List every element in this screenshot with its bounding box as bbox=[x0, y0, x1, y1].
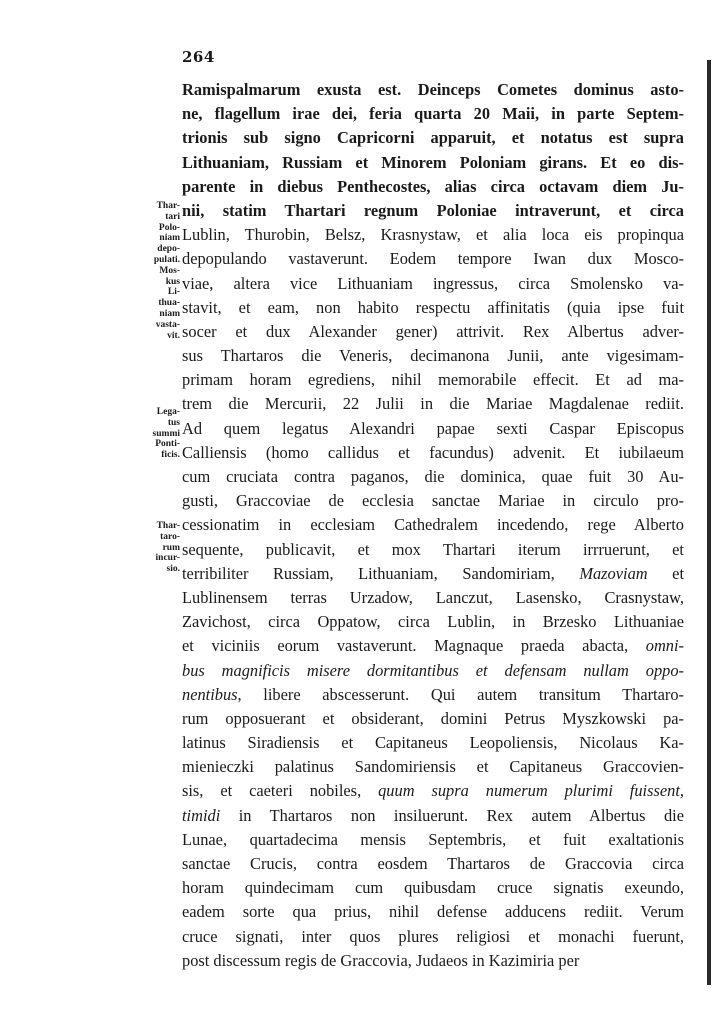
text-line: trionis sub signo Capricorni apparuit, et notatus est supra bbox=[182, 128, 684, 148]
text-line: gusti, Graccoviae de ecclesia sanctae Mariae in circulo pro- bbox=[182, 491, 684, 511]
text-line: ne, flagellum irae dei, feria quarta 20 Maii, in parte Septem- bbox=[182, 104, 684, 124]
text-line: Lithuaniam, Russiam et Minorem Poloniam girans. Et eo dis- bbox=[182, 152, 684, 172]
margin-note-line: kus bbox=[165, 276, 180, 287]
margin-note-line: tari bbox=[165, 211, 180, 222]
text-line: socer et dux Alexander gener) attrivit. Rex Albertus adver- bbox=[182, 321, 684, 341]
text-line: Lublin, Thurobin, Belsz, Krasnystaw, et alia loca eis propinqua bbox=[182, 225, 684, 245]
margin-note-line: Thar- bbox=[156, 201, 180, 211]
margin-note-line: summi bbox=[152, 428, 180, 439]
text-line: Zavichost, circa Oppatow, circa Lublin, in Brzesko Lithuaniae bbox=[182, 612, 684, 632]
margin-note-line: Ponti- bbox=[155, 439, 180, 450]
text-line: Ramispalmarum exusta est. Deinceps Cometes dominus asto- bbox=[182, 80, 684, 99]
margin-note-tartar-incursion bbox=[112, 521, 180, 575]
margin-note-line: Li- bbox=[167, 287, 180, 298]
body-text bbox=[182, 78, 684, 973]
text-line: parente in diebus Penthecostes, alias circa octavam diem Ju- bbox=[182, 176, 684, 196]
text-line: sanctae Crucis, contra eosdem Thartaros de Graccovia circa bbox=[182, 854, 684, 873]
italic-run: quum supra numerum plurimi fuissent, bbox=[378, 781, 684, 801]
italic-run: bus magnificis misere dormitantibus et defensam nullam oppo- bbox=[182, 660, 684, 680]
italic-run: omni- bbox=[645, 636, 684, 656]
margin-note-line: niam bbox=[159, 233, 180, 244]
text-line bbox=[182, 562, 684, 586]
page-number: 264 bbox=[182, 48, 215, 66]
margin-note-papal-legate bbox=[112, 407, 180, 461]
text-line: depopulando vastaverunt. Eodem tempore Iwan dux Mosco- bbox=[182, 249, 684, 269]
page-edge-shadow bbox=[707, 60, 711, 985]
margin-note-line: rum bbox=[162, 542, 180, 553]
text-line: Lunae, quartadecima mensis Septembris, et fuit exaltationis bbox=[182, 829, 684, 849]
text-line: cruce signati, inter quos plures religiosi et monachi fuerunt, bbox=[182, 926, 684, 946]
text-line bbox=[182, 779, 684, 803]
margin-note-line: Polo- bbox=[158, 222, 180, 233]
italic-run: Mazoviam bbox=[579, 563, 648, 583]
margin-note-line: vit. bbox=[167, 330, 180, 341]
margin-note-line: thua- bbox=[158, 298, 180, 309]
text-line: cum cruciata contra paganos, die dominica, quae fuit 30 Au- bbox=[182, 467, 684, 486]
text-line: trem die Mercurii, 22 Julii in die Mariae Magdalenae rediit. bbox=[182, 394, 684, 414]
text-line: horam quindecimam cum quibusdam cruce signatis exeundo, bbox=[182, 878, 684, 898]
margin-note-line: tus bbox=[167, 417, 180, 428]
text-line: sus Thartaros die Veneris, decimanona Junii, ante vigesimam- bbox=[182, 346, 684, 366]
text-line bbox=[182, 683, 684, 707]
text-line: latinus Siradiensis et Capitaneus Leopoliensis, Nicolaus Ka- bbox=[182, 733, 684, 753]
text-line: stavit, et eam, non habito respectu affinitatis (quia ipse fuit bbox=[182, 297, 684, 317]
text-line: rum opposuerant et obsiderant, domini Petrus Myszkowski pa- bbox=[182, 708, 684, 728]
text-run: in Thartaros non insiluerunt. Rex autem Albertus die bbox=[220, 805, 684, 825]
margin-note-line: Thar- bbox=[156, 521, 180, 531]
margin-note-line: ficis. bbox=[161, 450, 180, 461]
text-run: et bbox=[647, 563, 684, 583]
margin-note-line: niam bbox=[159, 308, 180, 319]
margin-note-line: Mos- bbox=[159, 265, 180, 276]
italic-run: timidi bbox=[182, 805, 221, 825]
text-run: et viciniis eorum vastaverunt. Magnaque praeda abacta, bbox=[182, 636, 646, 656]
text-line: sequente, publicavit, et mox Thartari iterum irrruerunt, et bbox=[182, 539, 684, 559]
margin-note-tartars-depopulated bbox=[112, 201, 180, 341]
text-line bbox=[182, 659, 684, 683]
margin-note-line: vasta- bbox=[155, 319, 180, 330]
text-line: eadem sorte qua prius, nihil defense adducens rediit. Verum bbox=[182, 902, 684, 922]
text-line bbox=[182, 634, 684, 658]
text-line: mienieczki palatinus Sandomiriensis et Capitaneus Graccovien- bbox=[182, 757, 684, 777]
text-line: post discessum regis de Graccovia, Judaeos in Kazimiria per bbox=[182, 950, 580, 970]
text-run: sis, et caeteri nobiles, bbox=[182, 781, 379, 801]
margin-note-line: sio. bbox=[166, 564, 180, 575]
text-run: terribiliter Russiam, Lithuaniam, Sandomiriam, bbox=[182, 563, 580, 583]
margin-note-line: Lega- bbox=[156, 407, 180, 417]
text-line: Lublinensem terras Urzadow, Lanczut, Lasensko, Crasnystaw, bbox=[182, 587, 684, 607]
margin-note-line: incur- bbox=[155, 553, 180, 564]
text-line bbox=[182, 804, 684, 828]
italic-run: nentibus bbox=[182, 684, 238, 704]
margin-note-line: taro- bbox=[160, 531, 180, 542]
text-line: viae, altera vice Lithuaniam ingressus, circa Smolensko va- bbox=[182, 273, 684, 293]
text-line: Ad quem legatus Alexandri papae sexti Caspar Episcopus bbox=[182, 418, 684, 438]
margin-note-line: pulati. bbox=[153, 254, 180, 265]
text-line: nii, statim Thartari regnum Poloniae intraverunt, et circa bbox=[182, 200, 684, 220]
margin-note-line: depo- bbox=[157, 244, 180, 255]
text-line: primam horam egrediens, nihil memorabile effecit. Et ad ma- bbox=[182, 370, 684, 390]
text-run: , libere abscesserunt. Qui autem transitum Thartaro- bbox=[237, 684, 684, 704]
text-line: Calliensis (homo callidus et facundus) advenit. Et iubilaeum bbox=[182, 442, 684, 462]
text-line: cessionatim in ecclesiam Cathedralem incedendo, rege Alberto bbox=[182, 515, 684, 535]
